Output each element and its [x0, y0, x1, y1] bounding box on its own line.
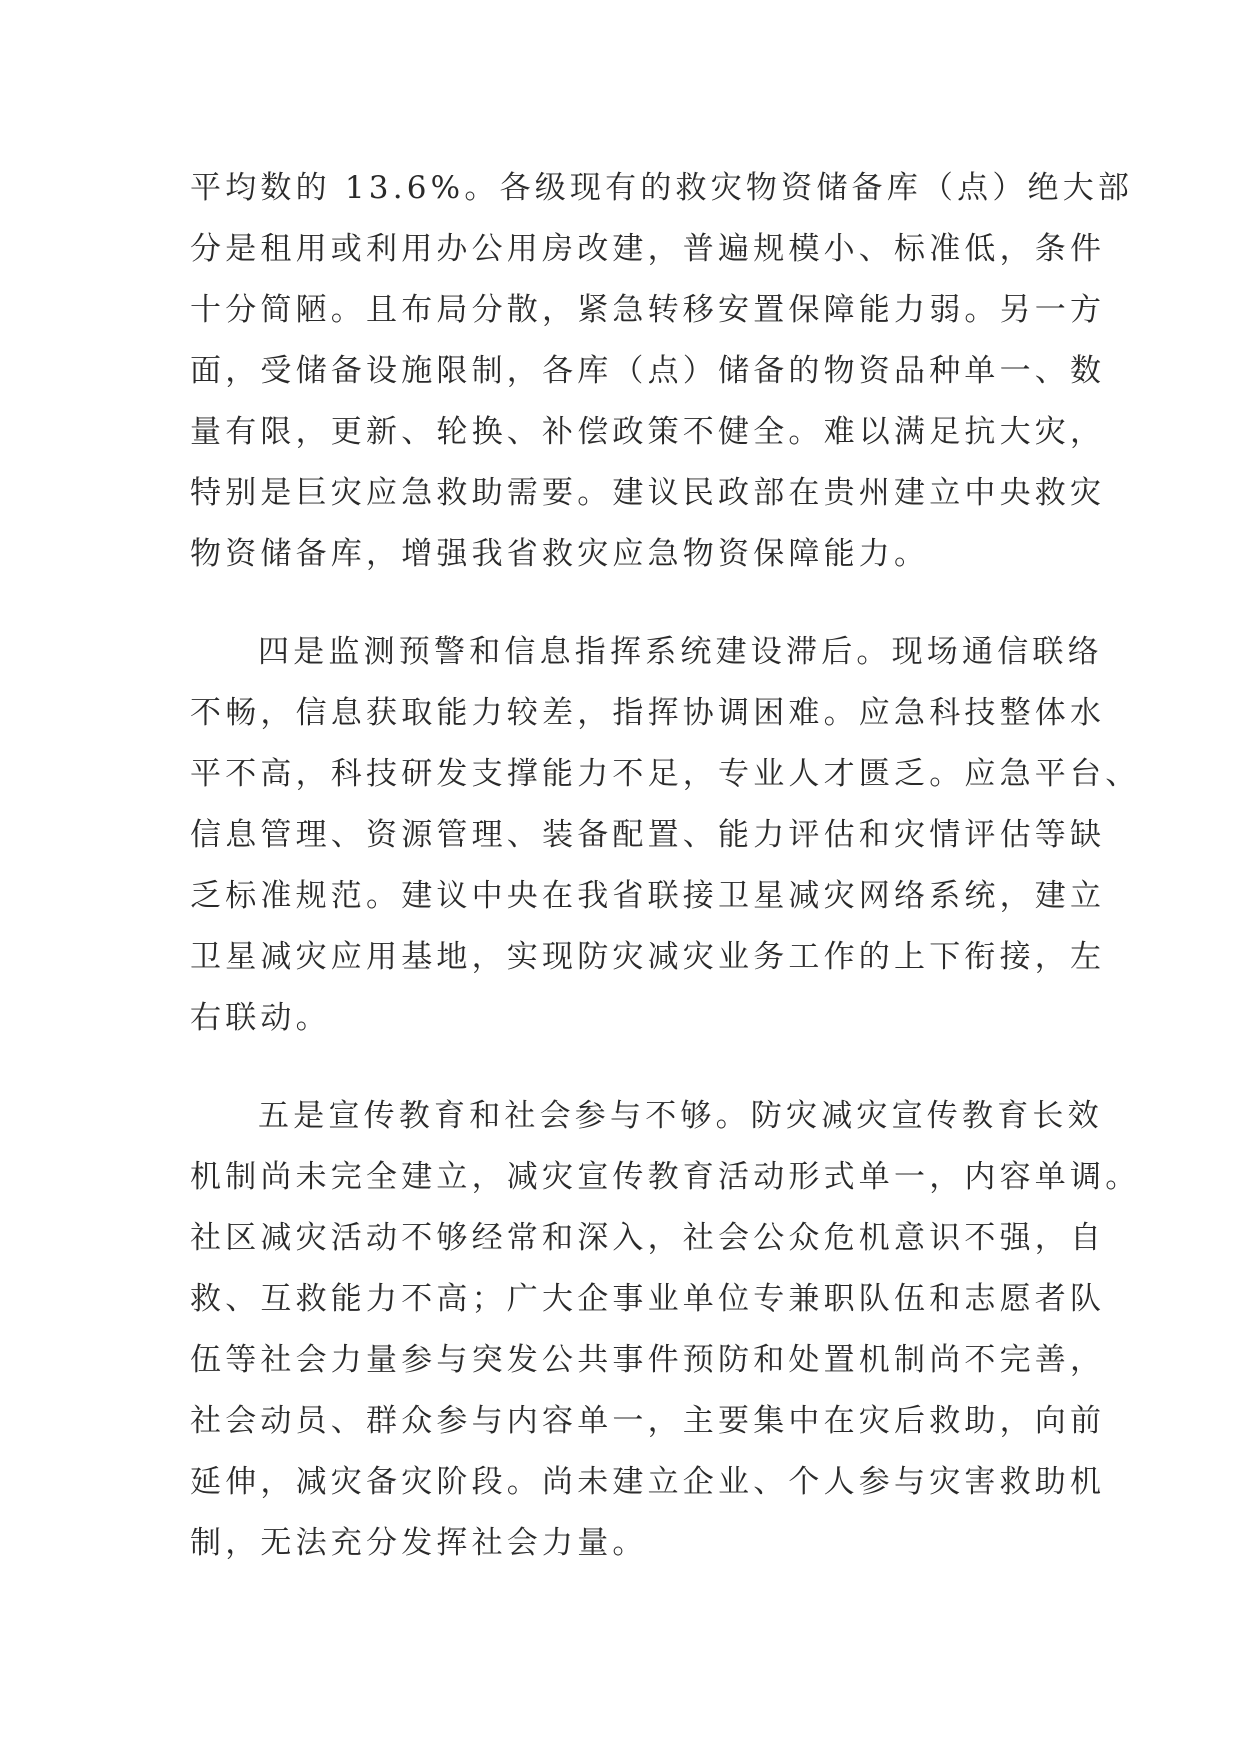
- text-line: 特别是巨灾应急救助需要。建议民政部在贵州建立中央救灾: [190, 475, 1106, 511]
- paragraph-publicity: [190, 1086, 1141, 1574]
- text-line: 不畅，信息获取能力较差，指挥协调困难。应急科技整体水: [190, 695, 1106, 731]
- text-line: 机制尚未完全建立，减灾宣传教育活动形式单一，内容单调。: [190, 1159, 1141, 1195]
- text-line: 伍等社会力量参与突发公共事件预防和处置机制尚不完善，: [190, 1342, 1106, 1378]
- text-line: 分是租用或利用办公用房改建，普遍规模小、标准低，条件: [190, 231, 1106, 267]
- text-line: 物资储备库，增强我省救灾应急物资保障能力。: [190, 536, 930, 572]
- text-line: 制，无法充分发挥社会力量。: [190, 1525, 648, 1561]
- text-line: 社区减灾活动不够经常和深入，社会公众危机意识不强，自: [190, 1220, 1106, 1256]
- text-line: 平不高，科技研发支撑能力不足，专业人才匮乏。应急平台、: [190, 756, 1141, 792]
- text-line: 乏标准规范。建议中央在我省联接卫星减灾网络系统，建立: [190, 878, 1106, 914]
- text-line: 十分简陋。且布局分散，紧急转移安置保障能力弱。另一方: [190, 292, 1106, 328]
- paragraph-continuation: [190, 158, 1134, 585]
- text-line: 平均数的 13.6%。各级现有的救灾物资储备库（点）绝大部: [190, 170, 1134, 206]
- text-line: 右联动。: [190, 1000, 331, 1036]
- text-line: 面，受储备设施限制，各库（点）储备的物资品种单一、数: [190, 353, 1106, 389]
- text-line: 延伸，减灾备灾阶段。尚未建立企业、个人参与灾害救助机: [190, 1464, 1106, 1500]
- text-line: 量有限，更新、轮换、补偿政策不健全。难以满足抗大灾，: [190, 414, 1106, 450]
- text-line-first: 五是宣传教育和社会参与不够。防灾减灾宣传教育长效: [258, 1098, 1103, 1134]
- text-line: 信息管理、资源管理、装备配置、能力评估和灾情评估等缺: [190, 817, 1106, 853]
- text-line: 救、互救能力不高；广大企事业单位专兼职队伍和志愿者队: [190, 1281, 1106, 1317]
- text-line: 卫星减灾应用基地，实现防灾减灾业务工作的上下衔接，左: [190, 939, 1106, 975]
- text-line: 社会动员、群众参与内容单一，主要集中在灾后救助，向前: [190, 1403, 1106, 1439]
- text-line-first: 四是监测预警和信息指挥系统建设滞后。现场通信联络: [258, 634, 1103, 670]
- paragraph-monitoring: [190, 622, 1141, 1049]
